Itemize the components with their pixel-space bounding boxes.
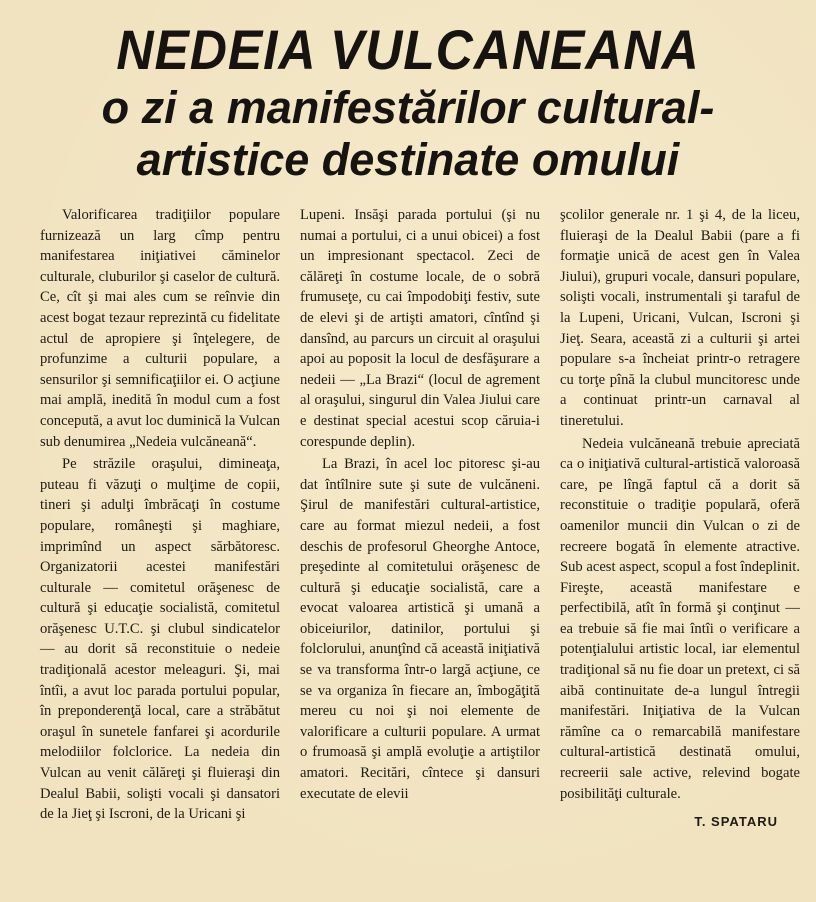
paragraph: şcolilor generale nr. 1 şi 4, de la liceu, fluieraşi de la Dealul Babii (pare a fi formaţie unică de acest gen în Valea Jiului), grupuri vocale, dansuri populare, solişti vocali, instrumentali şi taraful de la Lupeni, Uricani, Vulcan, Iscroni şi Jieţ. Seara, această zi a culturii şi artei populare s-a încheiat printr-o retragere cu torţe pînă la clubul muncitoresc unde a continuat printr-un carnaval al tineretului. (560, 207, 800, 429)
column-2 (300, 205, 540, 885)
article-subtitle-line-2: artistice destinate omului (136, 134, 680, 185)
paragraph: Lupeni. Insăşi parada portului (şi nu numai a portului, ci a unui obicei) a fost un impresionant spectacol. Zeci de călăreţi în costume locale, de o sobră frumuseţe, cu cai împodobiţi festiv, sute de elevi şi de artişti amatori, cîntînd şi dansînd, au parcurs un circuit al oraşului apoi au poposit la locul de desfăşurare a nedeii — „La Brazi“ (locul de agrement al oraşului, singurul din Valea Jiului care e destinat special acestui scop căruia-i corespunde deplin). (300, 207, 540, 450)
paragraph: Nedeia vulcăneană trebuie apreciată ca o iniţiativă cultural-artistică valoroasă care, pe lîngă faptul că a dorit să reconstituie o tradiţie populară, oferă oamenilor muncii din Vulcan o zi de recreere bogată în elemente atractive. Sub acest aspect, scopul a fost îndeplinit. Fireşte, această manifestare e perfectibilă, atît în formă şi conţinut — ea trebuie să fie mai întîi o verificare a potenţialului artistic local, iar elementul tradiţional să nu fie doar un pretext, ci să aibă continuitate de-a lungul întregii manifestări. Iniţiativa de la Vulcan rămîne ca o remarcabilă manifestare cultural-artistică destinată omului, recreerii sale active, relevind bogate posibilităţi culturale. (560, 435, 800, 802)
paragraph: Pe străzile oraşului, dimineaţa, puteau fi văzuţi o mulţime de copii, tineri şi adulţi îmbrăcaţi în costume populare, româneşti şi maghiare, imprimînd un aspect sărbătoresc. Organizatorii acestei manifestări culturale — comitetul orăşenesc de cultură şi educaţie socialistă, comitetul orăşenesc U.T.C. şi clubul sindicatelor — au dorit să reconstituie o nedeie tradiţională acestor meleaguri. Şi, mai întîi, a avut loc parada portului popular, în preponderenţă local, care a străbătut oraşul în sunetele fanfarei şi acordurile melodiilor folclorice. La nedeia din Vulcan au venit călăreţi şi fluieraşi din Dealul Babii, solişti vocali şi dansatori de la Jieţ şi Iscroni, de la Uricani şi (40, 456, 280, 823)
article-subtitle-line-1: o zi a manifestărilor cultural- (101, 82, 715, 133)
paragraph: Valorificarea tradiţiilor populare furnizează un larg cîmp pentru manifestarea iniţiativei căminelor culturale, cluburilor şi caselor de cultură. Ce, cît şi mai ales cum se reînvie din acest bogat tezaur reprezintă cu fidelitate actul de apropiere şi înţelegere, de profunzime a culturii populare, a sensurilor şi semnificaţiilor ei. O acţiune mai amplă, inedită în modul cum a fost concepută, a avut loc duminică la Vulcan sub denumirea „Nedeia vulcăneană“. (40, 207, 280, 450)
headline (0, 18, 816, 186)
author-signature: T. SPATARU (694, 814, 778, 830)
column-1 (40, 205, 280, 885)
paragraph: La Brazi, în acel loc pitoresc şi-au dat întîlnire sute şi sute de vulcăneni. Şirul de manifestări cultural-artistice, care au format miezul nedeii, a fost deschis de profesorul Gheorghe Antoce, preşedinte al comitetului orăşenesc de cultură şi educaţie socialistă, care a evocat valoarea artistică şi umană a obiceiurilor, datinilor, portului şi folclorului, anunţînd că această iniţiativă se va transforma într-o largă acţiune, ce se va organiza în fiecare an, îmbogăţită mereu cu noi şi noi elemente de valorificare a culturii populare. A urmat o frumoasă şi amplă evoluţie a artiştilor amatori. Recitări, cîntece şi dansuri executate de elevii (300, 456, 540, 802)
column-3 (560, 205, 800, 885)
article-title: NEDEIA VULCANEANA (116, 18, 700, 81)
article-body (40, 205, 800, 885)
